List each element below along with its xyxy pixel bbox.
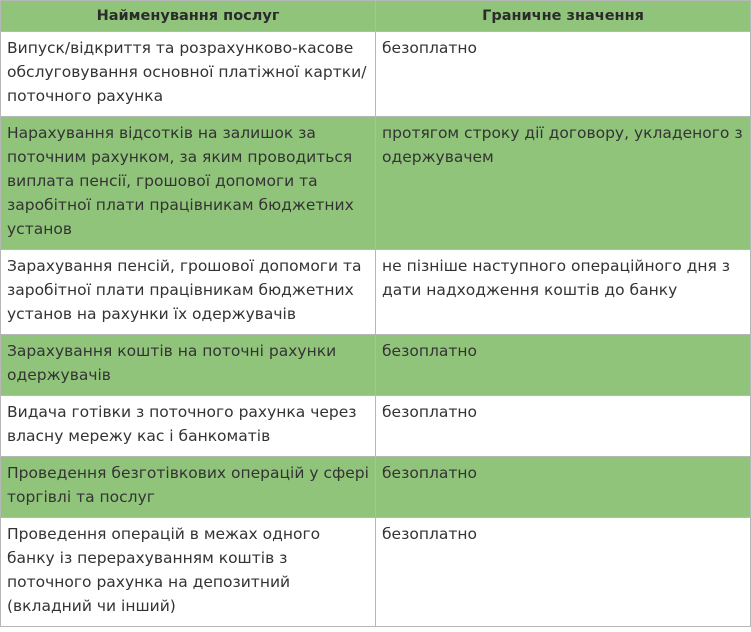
table-row [1,335,751,396]
service-cell: Нарахування відсотків на залишок за поточним рахунком, за яким проводиться виплата пенсії, грошової допомоги та заробітної плати працівникам бюджетних установ [1,117,376,250]
table-row [1,250,751,335]
limit-cell: безоплатно [376,335,751,396]
limit-cell: безоплатно [376,32,751,117]
header-row [1,1,751,32]
table-row [1,518,751,627]
table-row [1,117,751,250]
table-body [1,32,751,627]
service-cell: Випуск/відкриття та розрахунково-касове обслуговування основної платіжної картки/поточного рахунка [1,32,376,117]
header-limit-value: Граничне значення [376,1,751,32]
header-service-name: Найменування послуг [1,1,376,32]
service-cell: Зарахування пенсій, грошової допомоги та заробітної плати працівникам бюджетних установ на рахунки їх одержувачів [1,250,376,335]
service-cell: Видача готівки з поточного рахунка через власну мережу кас і банкоматів [1,396,376,457]
table-row [1,32,751,117]
limit-cell: безоплатно [376,457,751,518]
limit-cell: безоплатно [376,518,751,627]
table-header [1,1,751,32]
limit-cell: протягом строку дії договору, укладеного з одержувачем [376,117,751,250]
table-row [1,457,751,518]
service-cell: Проведення операцій в межах одного банку із перерахуванням коштів з поточного рахунка на депозитний (вкладний чи інший) [1,518,376,627]
service-cell: Зарахування коштів на поточні рахунки одержувачів [1,335,376,396]
limit-cell: не пізніше наступного операційного дня з дати надходження коштів до банку [376,250,751,335]
service-cell: Проведення безготівкових операцій у сфері торгівлі та послуг [1,457,376,518]
table-row [1,396,751,457]
limit-cell: безоплатно [376,396,751,457]
